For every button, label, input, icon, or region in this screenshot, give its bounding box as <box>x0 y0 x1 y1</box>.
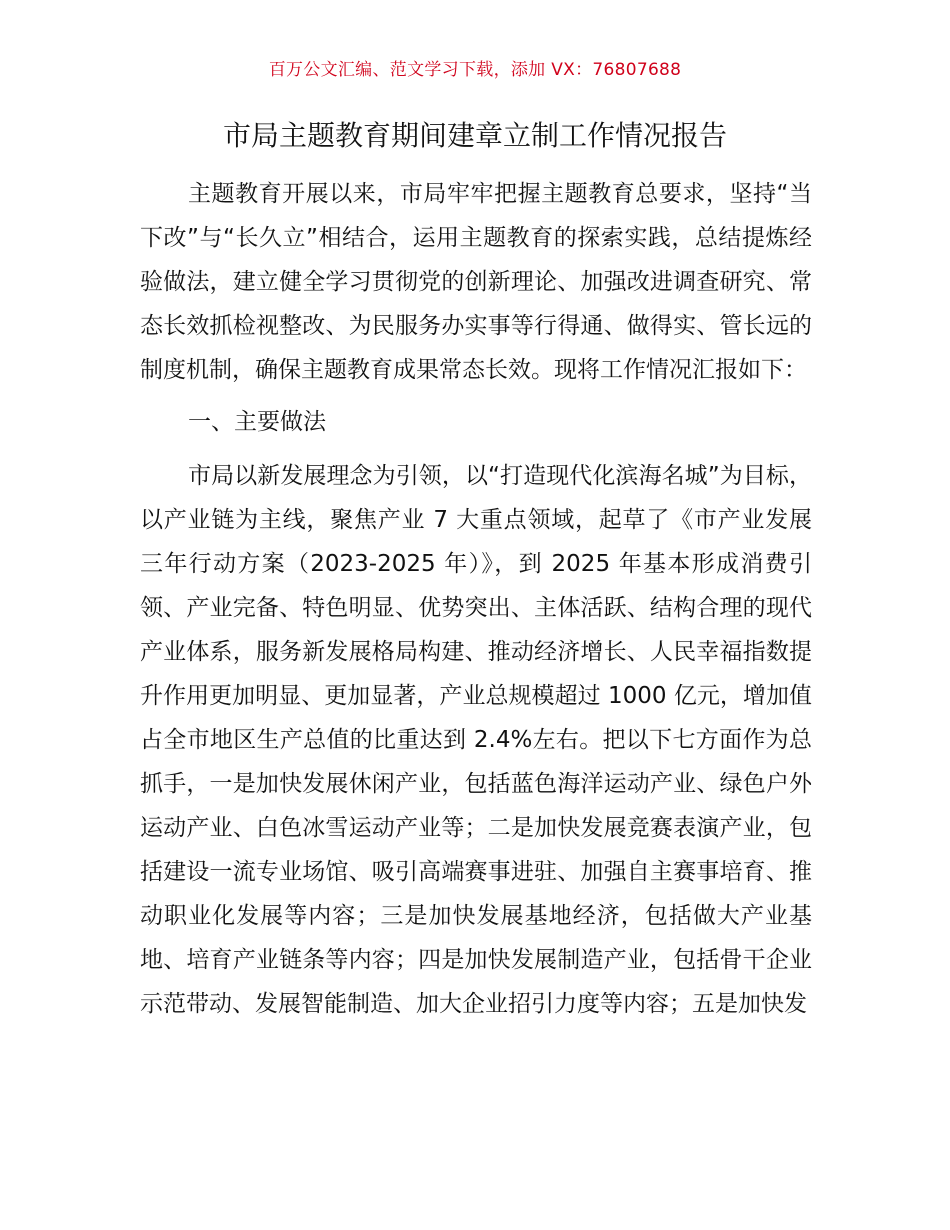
intro-paragraph: 主题教育开展以来，市局牢牢把握主题教育总要求，坚持“当下改”与“长久立”相结合，运用主题教育的探索实践，总结提炼经验做法，建立健全学习贯彻党的创新理论、加强改进调查研究、常态长效抓检视整改、为民服务办实事等行得通、做得实、管长远的制度机制，确保主题教育成果常态长效。现将工作情况汇报如下： <box>140 181 812 383</box>
section-heading-main-practices: 一、主要做法 <box>188 409 326 435</box>
watermark-text: 百万公文汇编、范文学习下载，添加 VX：76807688 <box>268 60 682 80</box>
document-body <box>140 172 812 1026</box>
section-body-paragraph: 市局以新发展理念为引领，以“打造现代化滨海名城”为目标，以产业链为主线，聚焦产业 7 大重点领域，起草了《市产业发展三年行动方案（2023-2025 年）》，到 2025 年基本形成消费引领、产业完备、特色明显、优势突出、主体活跃、结构合理的现代产业体系，服务新发展格局构建、推动经济增长、人民幸福指数提升作用更加明显、更加显著，产业总规模超过 1000 亿元，增加值占全市地区生产总值的比重达到 2.4%左右。把以下七方面作为总抓手，一是加快发展休闲产业，包括蓝色海洋运动产业、绿色户外运动产业、白色冰雪运动产业等；二是加快发展竞赛表演产业，包括建设一流专业场馆、吸引高端赛事进驻、加强自主赛事培育、推动职业化发展等内容；三是加快发展基地经济，包括做大产业基地、培育产业链条等内容；四是加快发展制造产业，包括骨干企业示范带动、发展智能制造、加大企业招引力度等内容；五是加快发 <box>140 463 812 1017</box>
document-title: 市局主题教育期间建章立制工作情况报告 <box>222 119 727 152</box>
